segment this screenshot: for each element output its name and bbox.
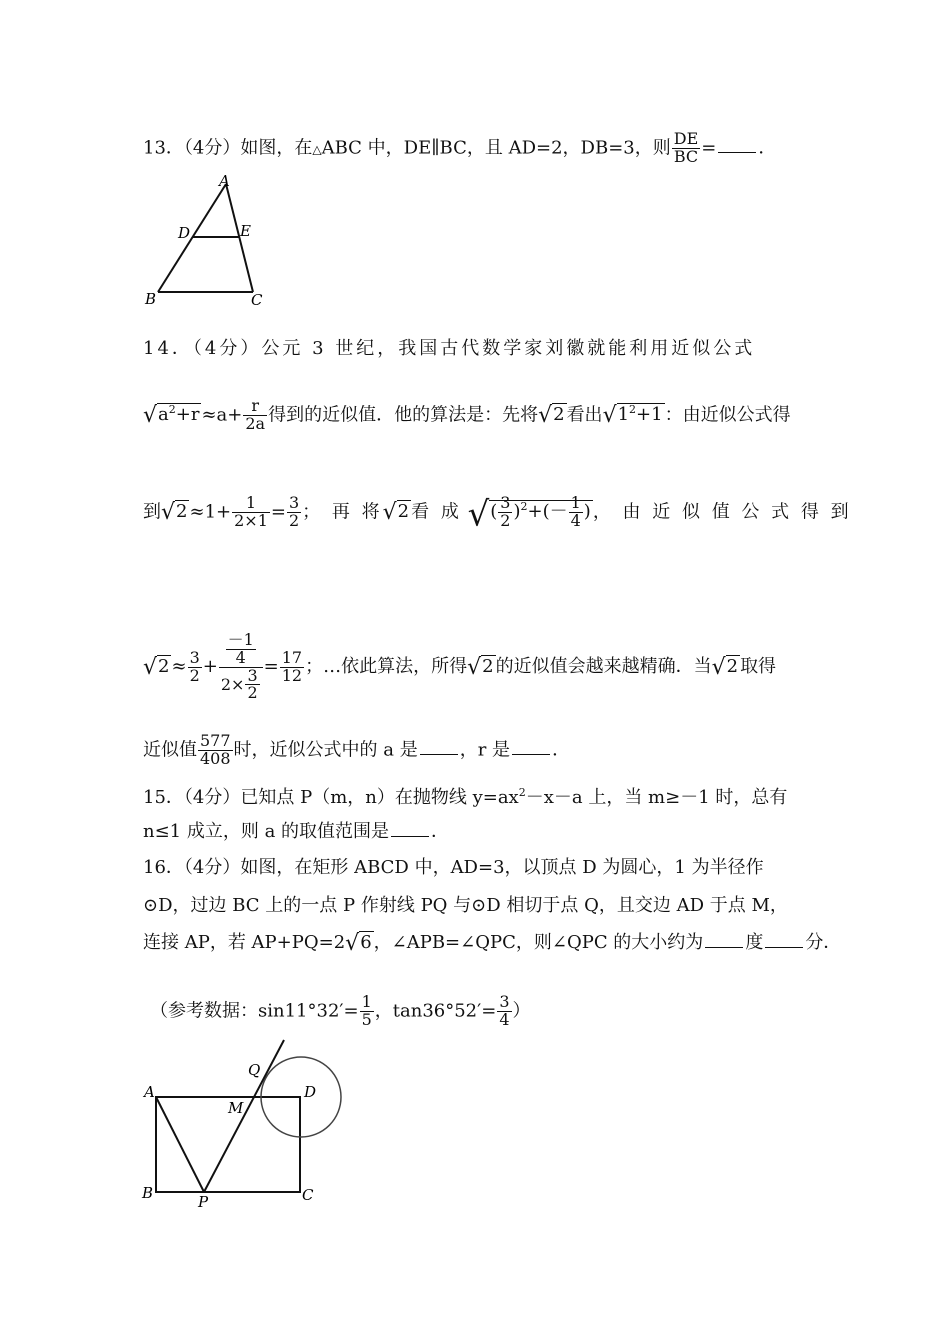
complex-fraction xyxy=(219,632,263,702)
frac-num: －1 xyxy=(227,630,254,649)
label-a: A xyxy=(144,1083,155,1101)
frac-den: 2a xyxy=(245,413,266,433)
label-d: D xyxy=(304,1083,317,1101)
label-d: D xyxy=(178,224,191,242)
fraction-numerator: DE xyxy=(673,129,699,148)
q14-text-1: 公元 3 世纪，我国古代数学家刘徽就能利用近似公式 xyxy=(261,338,756,359)
rad-plus-r: +r xyxy=(175,404,200,426)
q14-text-3: 看出 xyxy=(566,404,603,426)
rad-2: 2 xyxy=(482,656,494,678)
frac-num: 577 xyxy=(200,731,231,750)
rectangle-circle-figure xyxy=(138,1035,358,1215)
label-m: M xyxy=(228,1099,244,1117)
q13-period: ． xyxy=(758,137,777,159)
rad-2: 2 xyxy=(158,656,170,678)
frac-num: 3 xyxy=(288,493,300,512)
frac-den: 4 xyxy=(570,510,581,530)
answer-blank xyxy=(391,836,429,837)
frac-den: 12 xyxy=(281,665,303,685)
q14-text-5: 到 xyxy=(143,501,161,523)
rad-plus-1: +1 xyxy=(636,404,663,426)
frac-den: 4 xyxy=(235,647,246,667)
frac-num: 17 xyxy=(281,647,303,667)
frac-den: 408 xyxy=(200,748,231,768)
label-e: E xyxy=(240,222,251,240)
ref-text-2: ，tan36°52′= xyxy=(374,1000,497,1022)
frac-num: 1 xyxy=(570,493,581,512)
frac-num: 1 xyxy=(232,495,270,513)
q14-text-9: ；…依此算法，所得 xyxy=(305,656,468,678)
frac-den: 4 xyxy=(499,1009,510,1029)
q13-text-b: ABC 中，DE∥BC，且 AD=2，DB=3，则 xyxy=(321,137,671,159)
q15-text-2: －x－a 上，当 m≥－1 时，总有 xyxy=(525,787,788,808)
triangle-figure xyxy=(140,172,280,312)
q13-text-a: 如图，在 xyxy=(240,137,313,159)
fraction-r-2a xyxy=(243,398,267,433)
sup-2b: 2 xyxy=(629,403,637,417)
complex-denominator xyxy=(219,665,263,703)
sup-2: 2 xyxy=(518,786,526,799)
label-c: C xyxy=(302,1186,314,1204)
q14-text-8: ， 由 近 似 值 公 式 得 到 xyxy=(592,501,852,523)
sqrt-2: √2 xyxy=(382,500,410,526)
q14-text-13: 时，近似公式中的 a 是 xyxy=(233,739,418,761)
fraction-3-2 xyxy=(188,647,202,685)
frac-den: 5 xyxy=(361,1009,372,1029)
q14-text-15: ． xyxy=(552,739,571,761)
frac-num: 3 xyxy=(189,647,200,667)
label-b: B xyxy=(145,290,157,308)
q14-text-2: 得到的近似值．他的算法是：先将 xyxy=(268,404,539,426)
frac-num: 3 xyxy=(247,665,258,685)
q14-line-4 xyxy=(143,632,776,702)
equals: = xyxy=(270,501,286,523)
q16-reference-line xyxy=(150,994,531,1029)
den-2x: 2× xyxy=(220,674,245,694)
rad-2: 2 xyxy=(397,501,410,523)
frac-den: 2×1 xyxy=(234,510,268,530)
answer-blank xyxy=(718,152,756,153)
sqrt-2: √2 xyxy=(711,655,739,681)
fraction-577-408 xyxy=(198,733,233,768)
sqrt-2: √2 xyxy=(143,655,170,681)
paren-close: ) xyxy=(583,501,591,523)
q14-text-7: 看 成 xyxy=(411,501,462,523)
fraction-neg-1-4 xyxy=(226,632,256,667)
sqrt-2: √2 xyxy=(467,655,494,681)
rad-2: 2 xyxy=(176,501,188,523)
fraction-3-4 xyxy=(497,994,511,1029)
approx: ≈ xyxy=(171,656,187,678)
approx-a: ≈a+ xyxy=(201,404,243,426)
q14-text-10: 的近似值会越来越精确．当 xyxy=(495,656,712,678)
q14-line-5 xyxy=(143,733,570,768)
label-a: A xyxy=(219,172,230,190)
q14-line-3 xyxy=(143,493,852,535)
fraction-1-4 xyxy=(569,495,583,530)
rad-1: 1 xyxy=(617,404,630,426)
fraction-3-2 xyxy=(498,495,512,530)
rad-2: 2 xyxy=(726,656,739,678)
q16-text-2: ⊙D，过边 BC 上的一点 P 作射线 PQ 与⊙D 相切于点 Q，且交边 AD 于点 M， xyxy=(143,895,788,916)
q14-text-6: ； 再 将 xyxy=(302,501,383,523)
q13-line xyxy=(143,131,776,166)
paren-close: ) xyxy=(513,501,521,523)
label-q: Q xyxy=(248,1061,261,1079)
paren-open: ( xyxy=(490,501,498,523)
fraction-denominator: BC xyxy=(673,146,699,166)
rad-2: 2 xyxy=(553,404,565,426)
q16-line-1 xyxy=(143,859,764,877)
rad-6: 6 xyxy=(360,932,372,953)
q15-line-1 xyxy=(143,787,787,807)
q16-text-6: 分． xyxy=(805,932,842,953)
sqrt-2: √2 xyxy=(161,500,188,526)
ref-text-1: （参考数据：sin11°32′= xyxy=(150,1000,359,1022)
q16-line-3 xyxy=(143,933,841,955)
answer-blank-a xyxy=(420,754,458,755)
sqrt-big-expression: √( $\frac{3}{2}$ )$^2$+(－ $\frac{1}{4}$ ) xyxy=(467,493,591,535)
fraction-17-12 xyxy=(280,647,304,685)
complex-numerator xyxy=(219,632,263,668)
frac-num: r xyxy=(243,398,267,416)
q16-line-2 xyxy=(143,897,788,915)
q14-line-1 xyxy=(143,340,755,358)
q14-text-11: 取得 xyxy=(740,656,777,678)
fraction-de-bc xyxy=(672,131,701,166)
q15-text-3: n≤1 成立，则 a 的取值范围是 xyxy=(143,821,390,842)
frac-num: 3 xyxy=(500,493,511,512)
fraction-1-2x1 xyxy=(232,495,270,530)
label-p: P xyxy=(198,1193,209,1211)
label-b: B xyxy=(142,1184,154,1202)
ray-pq xyxy=(204,1040,284,1192)
frac-den: 2 xyxy=(288,510,300,530)
q16-text-1: 16．（4分）如图，在矩形 ABCD 中，AD=3，以顶点 D 为圆心，1 为半径作 xyxy=(143,857,764,878)
sqrt-a2-r: $√a^2+r$ xyxy=(143,403,200,429)
q14-text-14: ，r 是 xyxy=(459,739,511,761)
q16-text-4: ，∠APB=∠QPC，则∠QPC 的大小约为 xyxy=(373,932,704,953)
answer-blank-r xyxy=(512,754,550,755)
sqrt-1sq-plus-1: $√1^2+1$ xyxy=(602,403,663,429)
approx-1: ≈1+ xyxy=(189,501,232,523)
segment-ap xyxy=(156,1097,204,1192)
q15-text-4: ． xyxy=(431,821,450,842)
q15-text-1: 15．（4分）已知点 P（m，n）在抛物线 y=ax xyxy=(143,787,519,808)
answer-blank-minute xyxy=(765,947,803,948)
q13-number: 13．（4分） xyxy=(143,137,241,159)
q14-text-12: 近似值 xyxy=(143,739,197,761)
frac-den: 2 xyxy=(247,683,258,703)
frac-den: 2 xyxy=(500,510,511,530)
sup-2: 2 xyxy=(520,500,528,514)
frac-num: 3 xyxy=(499,992,510,1011)
q13-equals: = xyxy=(701,137,717,159)
triangle-symbol: △ xyxy=(312,142,322,157)
sup-2: 2 xyxy=(168,403,176,417)
sqrt-6: √6 xyxy=(345,931,372,956)
q14-text-4: ：由近似公式得 xyxy=(664,404,791,426)
plus: + xyxy=(202,656,218,678)
fraction-3-2 xyxy=(245,665,259,703)
fraction-3-2 xyxy=(287,495,301,530)
q16-text-5: 度 xyxy=(745,932,764,953)
q14-number: 14．（4分） xyxy=(143,338,262,359)
sqrt-2: √2 xyxy=(538,403,565,429)
rad-a: a xyxy=(158,404,169,426)
frac-den: 2 xyxy=(189,665,200,685)
answer-blank-degree xyxy=(705,947,743,948)
q14-line-2 xyxy=(143,398,791,433)
q16-text-3: 连接 AP，若 AP+PQ=2 xyxy=(143,932,346,953)
equals: = xyxy=(263,656,279,678)
q15-line-2 xyxy=(143,823,449,841)
plus-minus: +(－ xyxy=(527,501,568,523)
ref-text-3: ） xyxy=(512,1000,531,1022)
frac-num: 1 xyxy=(361,992,372,1011)
label-c: C xyxy=(251,291,263,309)
fraction-1-5 xyxy=(360,994,374,1029)
